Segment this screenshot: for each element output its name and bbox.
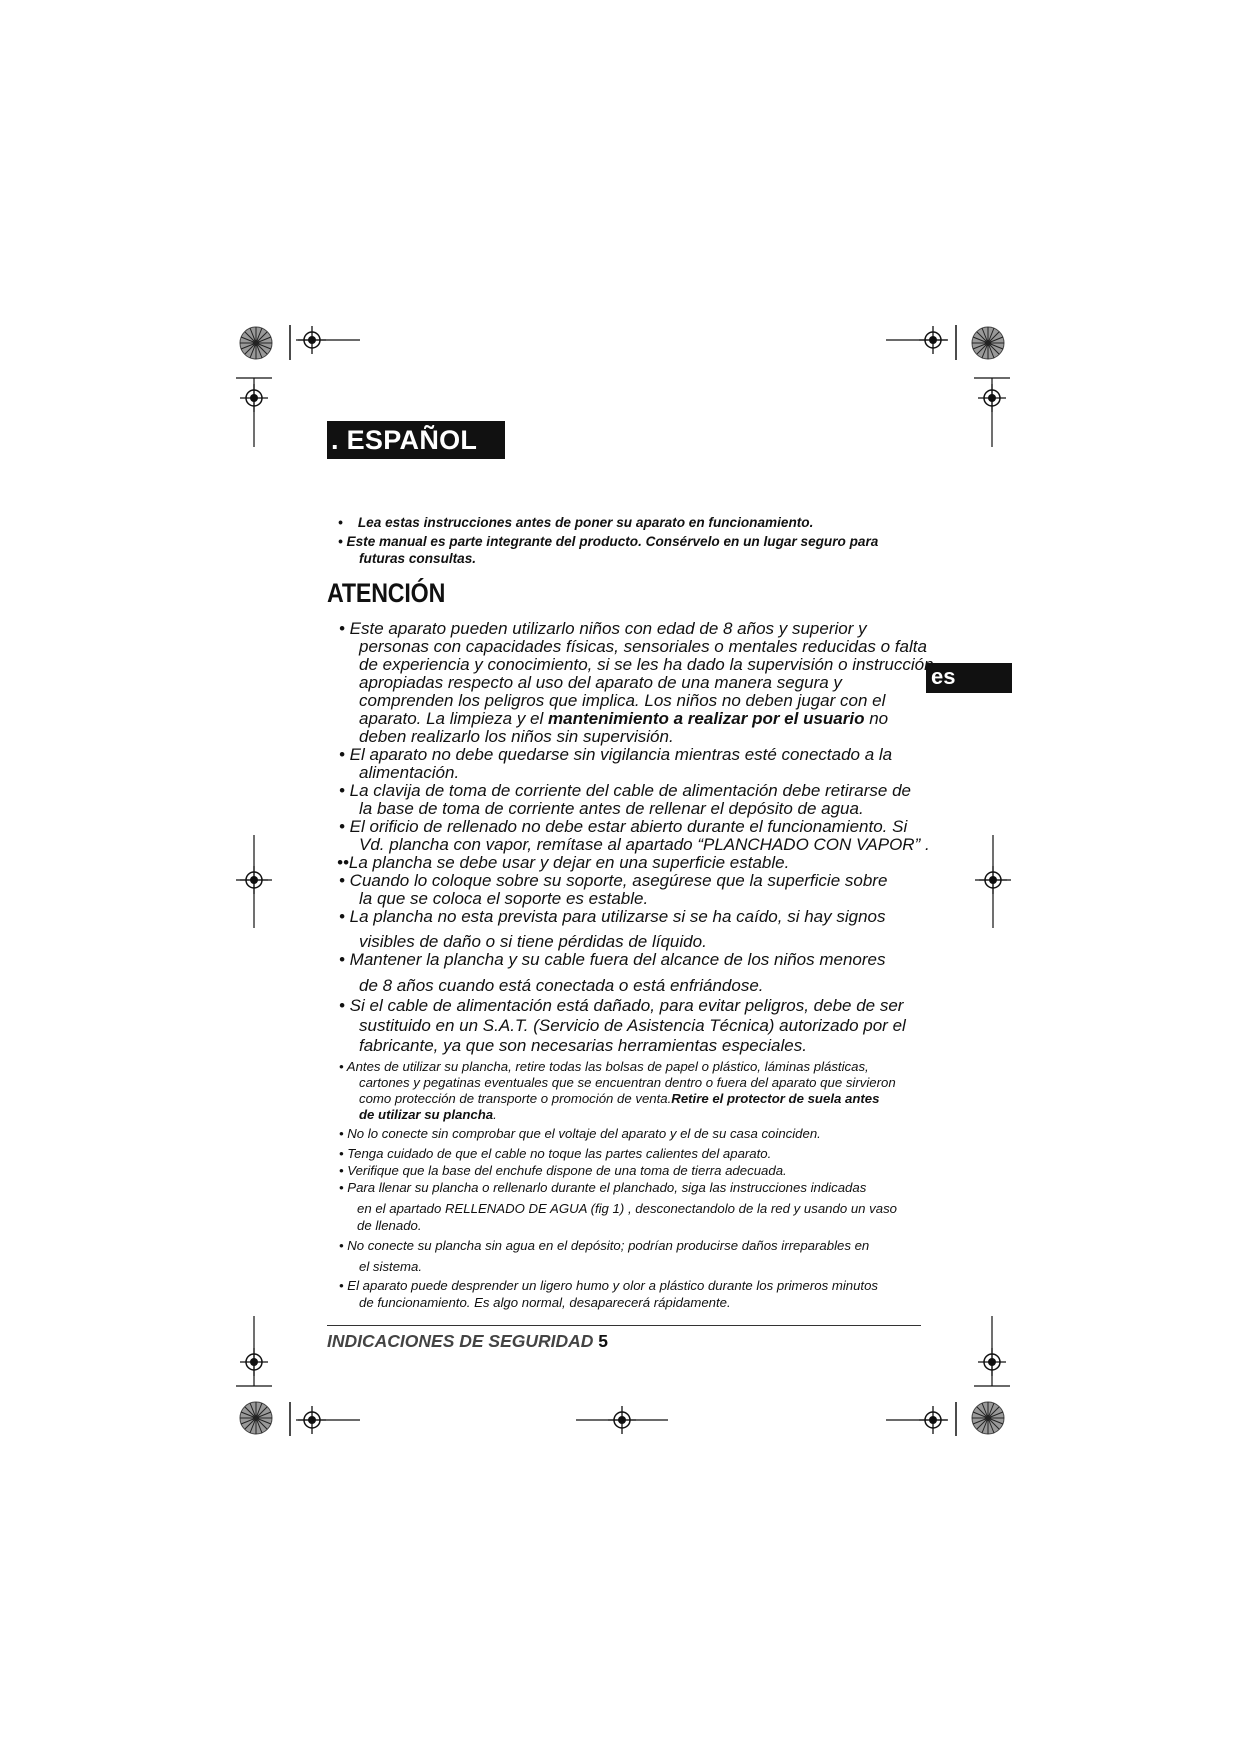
instruction-line: sustituido en un S.A.T. (Servicio de Asistencia Técnica) autorizado por el — [359, 1016, 906, 1035]
language-tab: es — [926, 663, 1012, 693]
instruction-line — [359, 709, 888, 729]
intro-item-text: Lea estas instrucciones antes de poner su aparato en funcionamiento. — [357, 515, 814, 530]
instruction-text: no — [864, 709, 889, 728]
instruction-line: • Para llenar su plancha o rellenarlo durante el planchado, siga las instrucciones indicadas — [339, 1180, 867, 1195]
instruction-line: fabricante, ya que son necesarias herramientas especiales. — [359, 1036, 807, 1055]
instruction-line: cartones y pegatinas eventuales que se encuentran dentro o fuera del aparato que sirvieron — [359, 1075, 896, 1090]
instruction-line: la que se coloca el soporte es estable. — [359, 889, 649, 908]
footer-divider — [327, 1325, 921, 1326]
bullet: • — [338, 515, 343, 530]
instruction-line: • El aparato puede desprender un ligero humo y olor a plástico durante los primeros minutos — [339, 1278, 879, 1293]
instruction-line: apropiadas respecto al uso del aparato de una manera segura y — [359, 673, 842, 692]
instruction-line: en el apartado RELLENADO DE AGUA (fig 1) , desconectandolo de la red y usando un vaso — [357, 1201, 898, 1216]
instruction-line: • No lo conecte sin comprobar que el voltaje del aparato y el de su casa coinciden. — [339, 1126, 821, 1141]
instruction-line: • La clavija de toma de corriente del cable de alimentación debe retirarse de — [339, 781, 912, 800]
instruction-line: • Cuando lo coloque sobre su soporte, asegúrese que la superficie sobre — [339, 871, 888, 890]
instruction-line: • Verifique que la base del enchufe dispone de una toma de tierra adecuada. — [339, 1163, 787, 1178]
instruction-line: de llenado. — [357, 1218, 422, 1233]
instruction-line: deben realizarlo los niños sin supervisión. — [359, 727, 674, 746]
instruction-line: • La plancha no esta prevista para utilizarse si se ha caído, si hay signos — [339, 907, 886, 926]
intro-item-read — [338, 514, 938, 531]
protector-emphasis: de utilizar su plancha — [359, 1107, 494, 1122]
registration-star-icon — [240, 327, 272, 359]
intro-notes — [338, 514, 938, 567]
instruction-line: alimentación. — [359, 763, 460, 782]
instruction-line: • Este aparato pueden utilizarlo niños con edad de 8 años y superior y — [339, 619, 867, 638]
intro-item-manual-cont: futuras consultas. — [359, 551, 477, 566]
page-number: 5 — [598, 1331, 609, 1351]
instruction-line: • El orificio de rellenado no debe estar abierto durante el funcionamiento. Si — [339, 817, 908, 836]
instruction-line — [359, 1105, 497, 1125]
instruction-text: como protección de transporte o promoción de venta. — [359, 1091, 672, 1106]
instruction-line: la base de toma de corriente antes de rellenar el depósito de agua. — [359, 799, 864, 818]
instruction-text: . — [493, 1107, 497, 1122]
footer-section-title: INDICACIONES DE SEGURIDAD — [327, 1331, 594, 1351]
intro-item-manual: • Este manual es parte integrante del producto. Consérvelo en un lugar seguro para — [338, 534, 879, 549]
instruction-line: Vd. plancha con vapor, remítase al apartado “PLANCHADO CON VAPOR” . — [359, 835, 930, 854]
instruction-line: • Tenga cuidado de que el cable no toque las partes calientes del aparato. — [339, 1146, 772, 1161]
protector-emphasis: Retire el protector de suela antes — [671, 1091, 880, 1106]
instruction-line: personas con capacidades físicas, sensoriales o mentales reducidas o falta — [359, 637, 927, 656]
language-header: . ESPAÑOL — [327, 421, 505, 459]
instruction-text: aparato. La limpieza y el — [359, 709, 548, 728]
instruction-line: visibles de daño o si tiene pérdidas de líquido. — [359, 932, 707, 951]
instruction-line: • No conecte su plancha sin agua en el depósito; podrían producirse daños irreparables en — [339, 1238, 870, 1253]
instruction-line: comprenden los peligros que implica. Los niños no deben jugar con el — [359, 691, 886, 710]
instruction-line: • El aparato no debe quedarse sin vigilancia mientras esté conectado a la — [339, 745, 893, 764]
maintenance-emphasis: mantenimiento a realizar por el usuario — [548, 709, 865, 728]
instruction-line: el sistema. — [359, 1259, 423, 1274]
instruction-line: • Si el cable de alimentación está dañado, para evitar peligros, debe de ser — [339, 996, 904, 1015]
instruction-line: de experiencia y conocimiento, si se les ha dado la supervisión o instrucción — [359, 655, 934, 674]
instruction-line: • Antes de utilizar su plancha, retire todas las bolsas de papel o plástico, láminas plásticas, — [339, 1059, 869, 1074]
instruction-line: de funcionamiento. Es algo normal, desaparecerá rápidamente. — [359, 1295, 731, 1310]
instruction-line: de 8 años cuando está conectada o está enfriándose. — [359, 976, 764, 995]
page-footer — [327, 1331, 608, 1352]
instruction-line: ••La plancha se debe usar y dejar en una superficie estable. — [337, 853, 790, 872]
section-heading: ATENCIÓN — [327, 578, 446, 608]
instruction-line: • Mantener la plancha y su cable fuera del alcance de los niños menores — [339, 950, 886, 969]
